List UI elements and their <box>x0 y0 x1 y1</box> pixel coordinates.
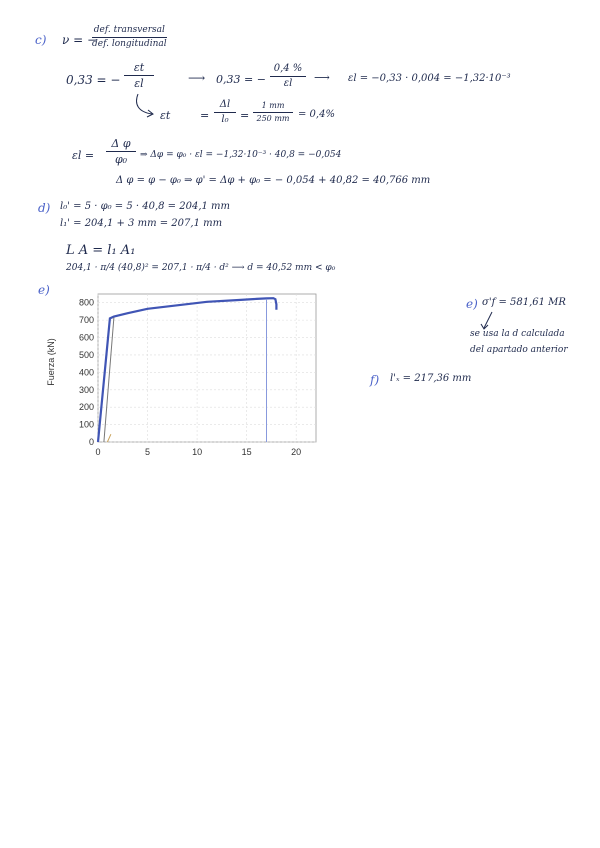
eq2-arrow: ⟶ <box>314 71 330 84</box>
ytick-label: 800 <box>78 297 94 308</box>
eq2-num: 0,4 % <box>273 63 303 74</box>
et-den: l₀ <box>221 114 229 125</box>
et-den2: 250 mm <box>256 114 290 123</box>
poisson-def-den: def. longitudinal <box>92 39 167 49</box>
force-chart <box>42 286 332 466</box>
ytick-label: 100 <box>78 419 94 430</box>
ytick-label: 200 <box>78 402 94 413</box>
ytick-label: 400 <box>78 367 94 378</box>
et-fraction2 <box>253 102 293 123</box>
xtick-label: 20 <box>291 447 302 457</box>
eq2-lhs: 0,33 = − <box>216 73 266 86</box>
chart-ylabel: Fuerza (kN) <box>46 338 56 386</box>
d-line2: l₁' = 204,1 + 3 mm = 207,1 mm <box>60 218 223 229</box>
el-den: φ₀ <box>114 153 128 166</box>
e2-value: σ'f = 581,61 MR <box>482 297 566 308</box>
ytick-label: 300 <box>78 384 94 395</box>
section-e2-label: e) <box>466 297 478 311</box>
poisson-def-lhs: ν = − <box>62 33 98 47</box>
el-rhs: ⇒ Δφ = φ₀ · εl = −1,32·10⁻³ · 40,8 = −0,054 <box>140 150 342 160</box>
xtick-label: 0 <box>95 447 101 457</box>
xtick-label: 5 <box>145 447 151 457</box>
section-e-label: e) <box>38 283 50 297</box>
ytick-label: 600 <box>78 332 94 343</box>
poisson-def-num: def. transversal <box>93 25 165 35</box>
et-num2: 1 mm <box>261 101 285 110</box>
eq1-fraction <box>124 62 154 89</box>
et-label: εt <box>160 109 171 122</box>
poisson-def-fraction <box>92 26 167 49</box>
et-result: = 0,4% <box>298 109 335 120</box>
section-c-label: c) <box>35 33 47 47</box>
e2-note-1: se usa la d calculada <box>470 329 565 339</box>
et-eq: = <box>200 109 210 122</box>
xtick-label: 15 <box>241 447 252 457</box>
eq1-lhs: 0,33 = − <box>66 73 121 87</box>
eq1-arrow: ⟶ <box>188 71 206 85</box>
e2-note-2: del apartado anterior <box>470 345 568 355</box>
ytick-label: 500 <box>78 349 94 360</box>
el-lhs: εl = <box>72 149 95 162</box>
section-d-label: d) <box>38 201 51 215</box>
eq3: εl = −0,33 · 0,004 = −1,32·10⁻³ <box>348 73 511 84</box>
el-num: Δ φ <box>111 137 131 150</box>
et-fraction <box>214 100 236 125</box>
et-num: Δl <box>219 99 231 110</box>
el-fraction <box>106 138 136 165</box>
eq1-num: εt <box>133 61 145 74</box>
d-line4: 204,1 · π/4 (40,8)² = 207,1 · π/4 · d² ⟶ d = 40,52 mm < φ₀ <box>66 263 336 273</box>
eq2-den: εl <box>283 78 293 89</box>
f-value: l'ₓ = 217,36 mm <box>390 373 472 384</box>
et-eq2: = <box>240 109 250 122</box>
xtick-label: 10 <box>192 447 203 457</box>
plot-frame <box>98 294 316 442</box>
ytick-label: 700 <box>78 315 94 326</box>
chart-grid <box>98 294 316 442</box>
d-line1: l₀' = 5 · φ₀ = 5 · 40,8 = 204,1 mm <box>60 201 231 212</box>
ytick-label: 0 <box>88 437 94 447</box>
d-line3: L A = l₁ A₁ <box>66 243 136 258</box>
section-f-label: f) <box>370 373 380 387</box>
eq1-den: εl <box>134 77 144 90</box>
dphi-line: Δ φ = φ − φ₀ ⇒ φ' = Δφ + φ₀ = − 0,054 + 40,82 = 40,766 mm <box>116 175 431 186</box>
eq2-fraction <box>270 64 306 89</box>
